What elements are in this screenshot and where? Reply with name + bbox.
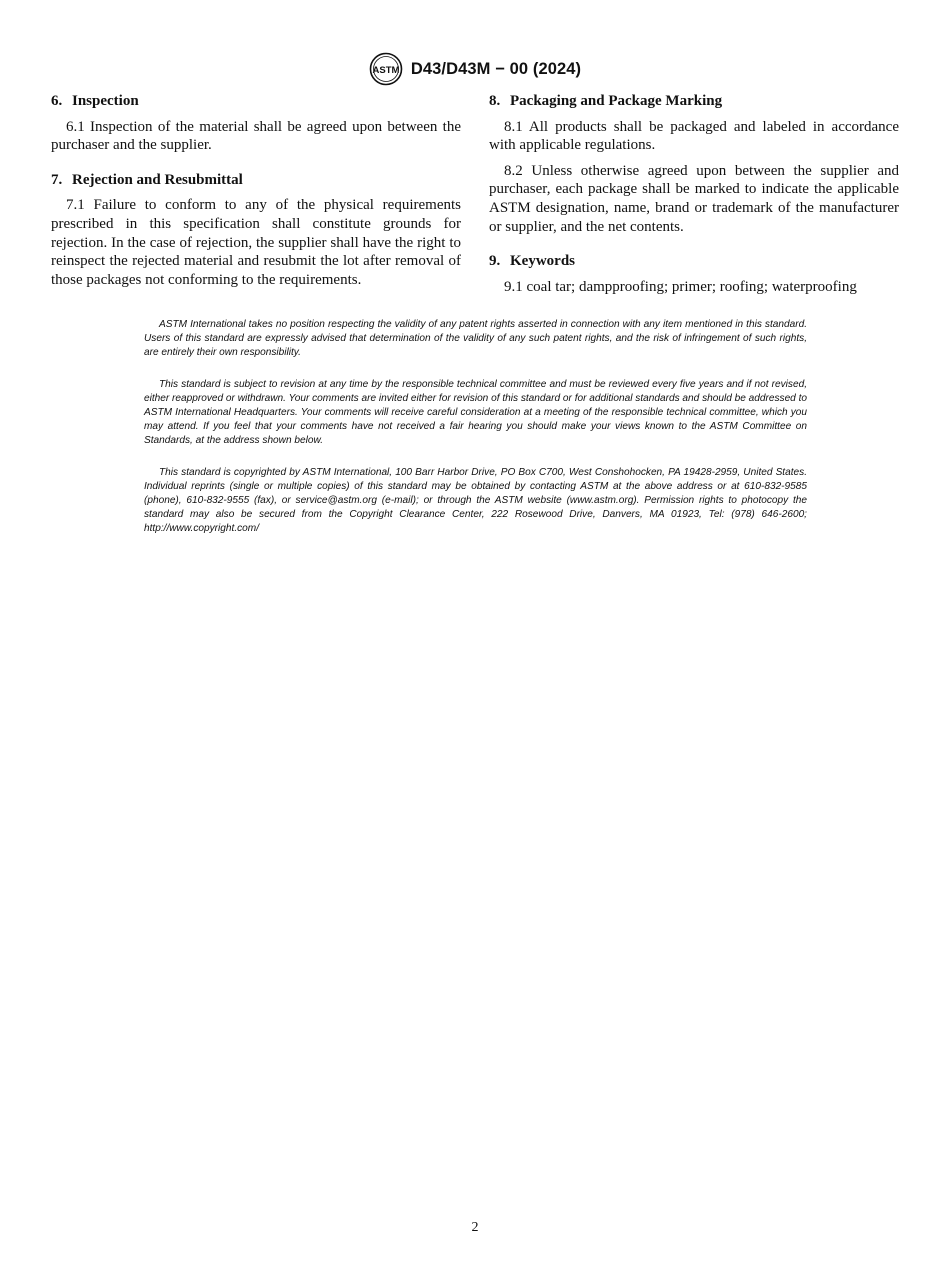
section-9-heading: 9. Keywords [489, 253, 575, 270]
section-7-heading: 7. Rejection and Resubmittal [51, 171, 243, 188]
section-8-heading: 8. Packaging and Package Marking [489, 93, 723, 109]
section-8-1-paragraph: 8.1 All products shall be packaged and labeled in accordance with applicable regulations. [489, 118, 899, 154]
copyright-notice: This standard is copyrighted by ASTM International, 100 Barr Harbor Drive, PO Box C700, West Conshohocken, PA 19428-2959, United States. Individual reprints (single or multiple copies) of this standard may be obtained by contacting ASTM at the above address or at 610-832-9585 (phone), 610-832-9555 (fax), or service@astm.org (e-mail); or through the ASTM website (www.astm.org). Permission rights to photocopy the standard may also be secured from the Copyright Clearance Center, 222 Rosewood Drive, Danvers, MA 01923, Tel: (978) 646-2600; http://www.copyright.com/ [144, 467, 807, 534]
page-number: 2 [471, 1220, 479, 1235]
page-header [0, 52, 950, 86]
legal-notices [144, 318, 807, 554]
section-6-heading: 6. Inspection [51, 93, 139, 109]
right-column [489, 92, 899, 303]
svg-text:ASTM: ASTM [372, 65, 400, 76]
section-9-1-paragraph: 9.1 coal tar; dampproofing; primer; roofing; waterproofing [504, 278, 857, 295]
section-7-1-paragraph: 7.1 Failure to conform to any of the physical requirements prescribed in this specification shall constitute grounds for rejection. In the case of rejection, the supplier shall have the right to reinspect the rejected material and resubmit the lot after removal of those packages not conforming to the requirements. [51, 197, 461, 288]
revision-notice: This standard is subject to revision at any time by the responsible technical committee and must be reviewed every five years and if not revised, either reapproved or withdrawn. Your comments are invited either for revision of this standard or for additional standards and should be addressed to ASTM International Headquarters. Your comments will receive careful consideration at a meeting of the responsible technical committee, which you may attend. If you feel that your comments have not received a fair hearing you should make your views known to the ASTM Committee on Standards, at the address shown below. [144, 379, 808, 446]
left-column [51, 92, 461, 296]
patent-notice: ASTM International takes no position respecting the validity of any patent rights asserted in connection with any item mentioned in this standard. Users of this standard are expressly advised that determination of the validity of any such patent rights, and the risk of infringement of such rights, are entirely their own responsibility. [144, 319, 807, 358]
standard-designation: D43/D43M − 00 (2024) [410, 59, 582, 78]
section-6-1-paragraph: 6.1 Inspection of the material shall be agreed upon between the purchaser and the supplier. [51, 118, 461, 154]
astm-logo [369, 52, 403, 86]
section-8-2-paragraph: 8.2 Unless otherwise agreed upon between the supplier and purchaser, each package shall be marked to indicate the applicable ASTM designation, name, brand or trademark of the manufacturer or supplier, and the net contents. [489, 162, 899, 235]
